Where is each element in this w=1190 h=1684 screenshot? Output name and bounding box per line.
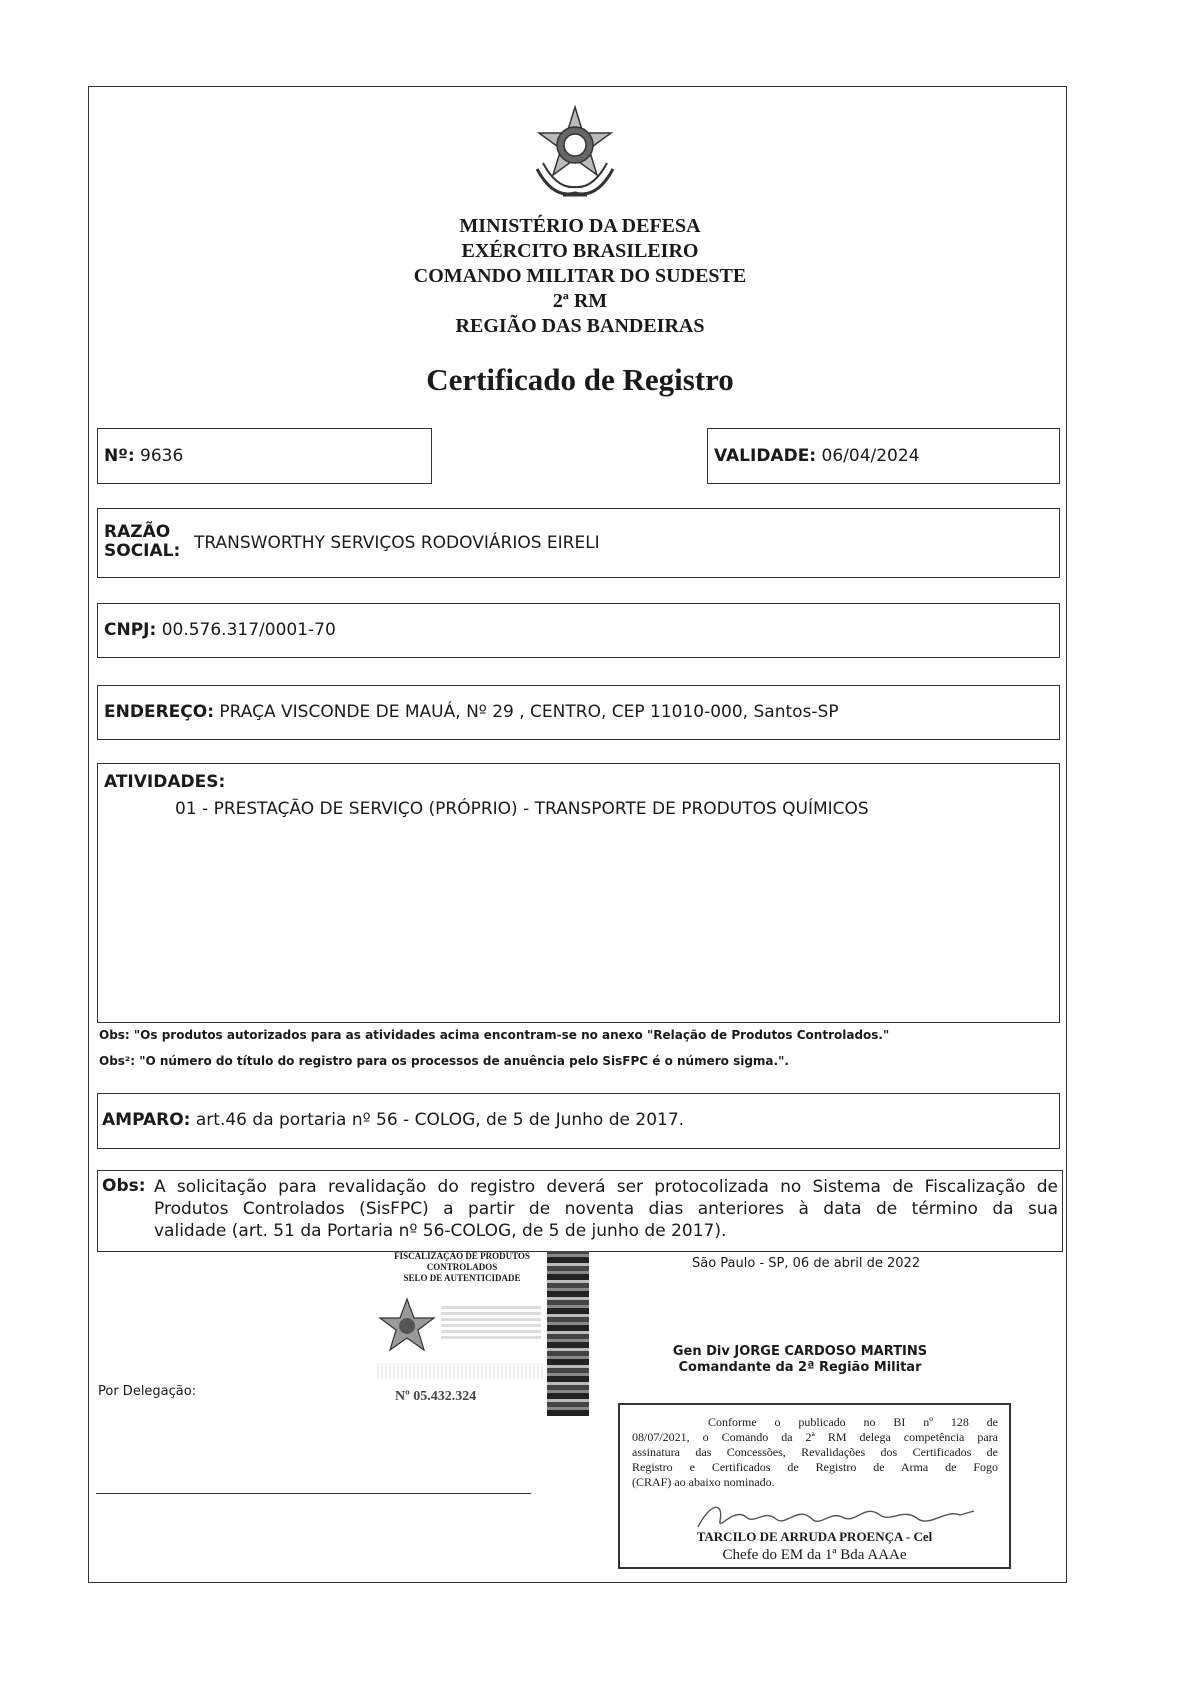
star-emblem-icon: [377, 1296, 437, 1356]
header-ministerio: MINISTÉRIO DA DEFESA: [459, 215, 701, 237]
amparo-value: art.46 da portaria nº 56 - COLOG, de 5 de Junho de 2017.: [195, 1110, 685, 1130]
certificate-title: Certificado de Registro: [426, 362, 734, 397]
coat-of-arms-icon: [523, 103, 627, 203]
cnpj-label: CNPJ:: [104, 620, 157, 640]
obs-note-2: [99, 1054, 789, 1068]
razao-social-box: [97, 508, 1060, 578]
stamp-line2: CONTROLADOS: [426, 1262, 498, 1272]
obs-note-2-label: Obs²:: [99, 1054, 135, 1068]
obs-note-1-label: Obs:: [99, 1028, 130, 1042]
atividades-label: ATIVIDADES:: [104, 772, 226, 792]
signature-line: [96, 1493, 531, 1494]
delegation-line3: assinatura das Concessões, Revalidações dos Certificados de: [632, 1445, 998, 1459]
delegation-line4: Registro e Certificados de Registro de Arma de Fogo: [632, 1460, 998, 1474]
amparo-label: AMPARO:: [102, 1110, 191, 1130]
delegation-box: [618, 1403, 1011, 1569]
cnpj-value: 00.576.317/0001-70: [161, 620, 336, 640]
obs-revalidacao-line1: A solicitação para revalidação do registro deverá ser protocolizada no Sistema de Fiscalização de: [154, 1177, 1058, 1197]
delegation-line1: Conforme o publicado no BI nº 128 de: [708, 1415, 998, 1429]
razao-social-label: [104, 523, 180, 561]
numero-label: Nº:: [104, 446, 135, 466]
stamp-hologram: [441, 1303, 541, 1339]
validade-label: VALIDADE:: [714, 446, 817, 466]
header-regiao: REGIÃO DAS BANDEIRAS: [455, 315, 705, 337]
authenticity-stamp: [377, 1251, 597, 1416]
delegation-line2: 08/07/2021, o Comando da 2ª RM delega competência para: [632, 1430, 998, 1444]
stamp-line1: FISCALIZAÇÃO DE PRODUTOS: [394, 1251, 530, 1261]
obs-revalidacao-line3: validade (art. 51 da Portaria nº 56-COLOG, de 5 de junho de 2017).: [154, 1221, 727, 1241]
atividades-box: [97, 763, 1060, 1023]
razao-social-value: TRANSWORTHY SERVIÇOS RODOVIÁRIOS EIRELI: [194, 533, 600, 553]
header-comando: COMANDO MILITAR DO SUDESTE: [413, 265, 747, 287]
endereco-label: ENDEREÇO:: [104, 702, 214, 722]
atividade-item: 01 - PRESTAÇÃO DE SERVIÇO (PRÓPRIO) - TRANSPORTE DE PRODUTOS QUÍMICOS: [175, 799, 869, 819]
validade-value: 06/04/2024: [821, 446, 920, 466]
header-rm: 2ª RM: [552, 290, 608, 312]
obs-note-1-text: "Os produtos autorizados para as atividades acima encontram-se no anexo "Relação de Produtos Controlados.": [133, 1028, 890, 1042]
cnpj-box: [97, 603, 1060, 658]
stamp-pattern: [377, 1363, 545, 1379]
delegation-name: TARCILO DE ARRUDA PROENÇA - Cel: [696, 1529, 933, 1544]
endereco-box: [97, 685, 1060, 740]
validade-box: [707, 428, 1060, 484]
razao-label-line2: SOCIAL:: [104, 541, 181, 561]
endereco-value: PRAÇA VISCONDE DE MAUÁ, Nº 29 , CENTRO, CEP 11010-000, Santos-SP: [219, 702, 839, 722]
numero-value: 9636: [140, 446, 184, 466]
amparo-box: [97, 1093, 1060, 1149]
stamp-number: Nº 05.432.324: [395, 1389, 477, 1404]
obs-note-2-text: "O número do título do registro para os processos de anuência pelo SisFPC é o número sigma.".: [139, 1054, 789, 1068]
obs-note-1: [99, 1028, 889, 1042]
razao-label-line1: RAZÃO: [104, 522, 171, 542]
signatory-block: [640, 1344, 960, 1376]
delegation-role: Chefe do EM da 1ª Bda AAAe: [722, 1547, 907, 1563]
place-date: São Paulo - SP, 06 de abril de 2022: [692, 1256, 921, 1271]
obs-revalidacao-label: Obs:: [102, 1176, 146, 1196]
stamp-line3: SELO DE AUTENTICIDADE: [403, 1273, 521, 1283]
delegation-line5: (CRAF) ao abaixo nominado.: [632, 1475, 775, 1489]
signatory-name: Gen Div JORGE CARDOSO MARTINS: [672, 1344, 928, 1359]
obs-revalidacao-line2: Produtos Controlados (SisFPC) a partir de noventa dias anteriores à data de término da sua: [154, 1199, 1058, 1219]
delegacao-label: Por Delegação:: [98, 1384, 197, 1399]
signatory-role: Comandante da 2ª Região Militar: [678, 1360, 922, 1375]
numero-box: [97, 428, 432, 484]
header-exercito: EXÉRCITO BRASILEIRO: [461, 240, 699, 262]
stamp-barcode-strip: [547, 1251, 589, 1416]
obs-revalidacao-box: [97, 1170, 1063, 1252]
